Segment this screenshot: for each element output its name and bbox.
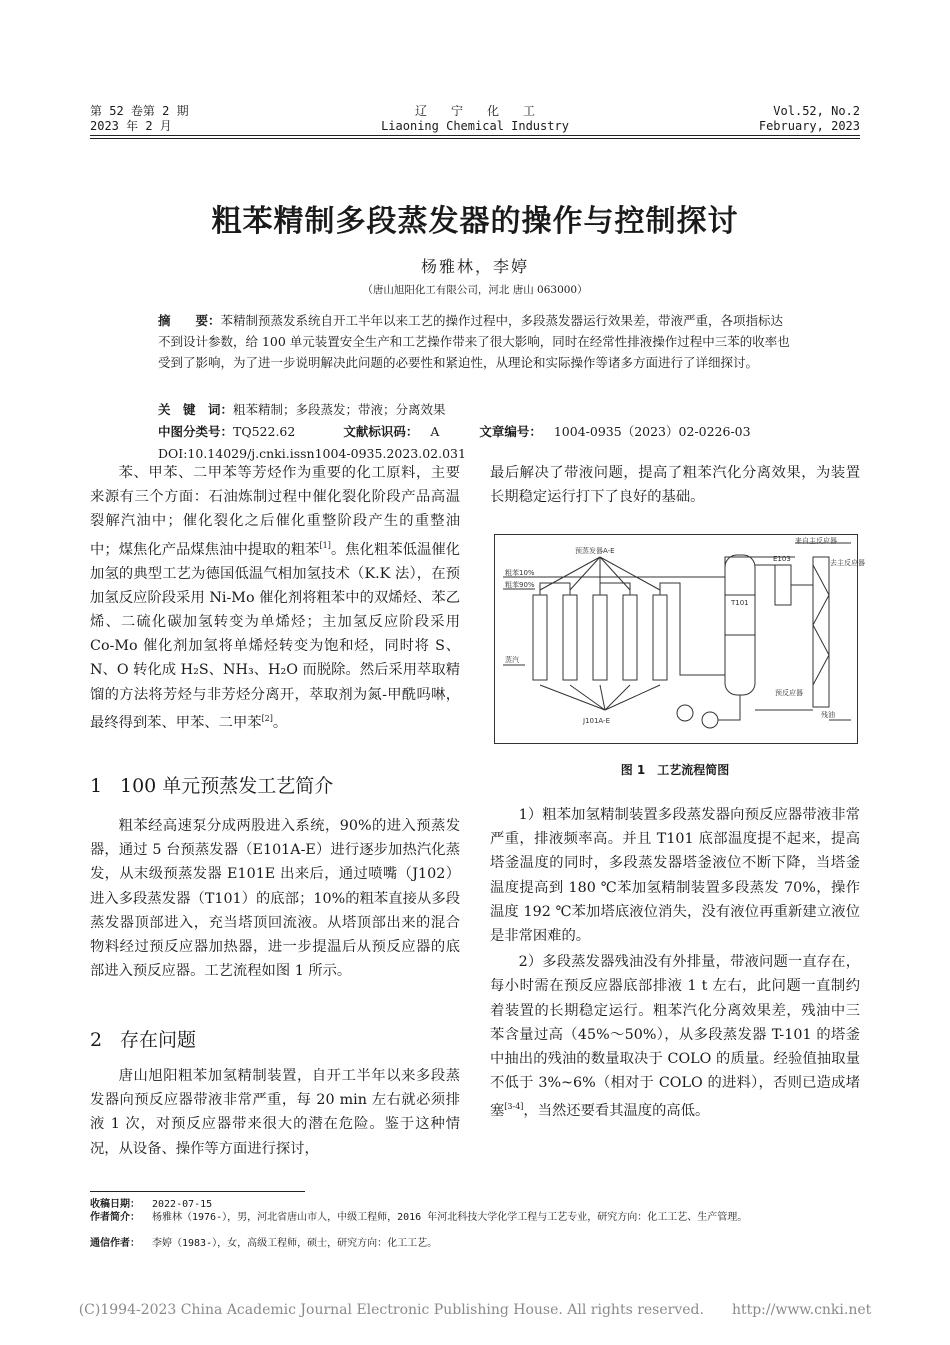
footnote-corresponding — [90, 1237, 880, 1250]
header-rule-2 — [90, 138, 860, 139]
figure-caption: 图 1 工艺流程简图 — [620, 763, 730, 777]
header-left — [90, 104, 189, 134]
intro-text-end: 。 — [272, 714, 288, 731]
label-t101: T101 — [731, 599, 749, 607]
date-cn: 2023 年 2 月 — [90, 119, 172, 133]
author-bio: 杨雅林（1976-），男，河北省唐山市人，中级工程师，2016 年河北科技大学化学工程与工艺专业，研究方向：化工工艺、生产管理。 — [152, 1212, 748, 1223]
intro-text-b: 。焦化粗苯低温催化加氢的典型工艺为德国低温气相加氢技术（K.K 法），在预加氢反应阶段采用 Ni-Mo 催化剂将粗苯中的双烯烃、苯乙烯、二硫化碳加氢转变为单烯烃；主加氢反应阶段采用 Co-Mo 催化剂加氢将单烯烃转变为饱和烃，同时将 S、N、O 转化成 H₂S、NH₃、H₂O 而脱除。然后采用萃取精馏的方法将芳烃与非芳烃分离开，萃取剂为氮-甲酰吗啉，最终得到苯、甲苯、二甲苯 — [90, 541, 461, 731]
right-paragraph-2-end: ，当然还要看其温度的高低。 — [523, 1103, 710, 1120]
section-2-title: 存在问题 — [120, 1029, 197, 1051]
label-pre-reactor: 预反应器 — [775, 689, 803, 697]
authors: 杨雅林，李婷 — [420, 257, 529, 276]
right-column-body — [490, 803, 860, 1123]
volume-cn: 第 52 卷第 2 期 — [90, 104, 189, 118]
section-1-body — [90, 814, 460, 983]
right-column-top — [490, 461, 860, 509]
section-1-text: 粗苯经高速泵分成两股进入系统，90%的进入预蒸发器，通过 5 台预蒸发器（E101A-E）进行逐步加热汽化蒸发，从末级预蒸发器 E101E 出来后，通过喷嘴（J102）进入多段蒸发器（T101）的底部；10%的粗苯直接从多段蒸发器顶部进入，充当塔顶回流液。从塔顶部出来的混合物料经过预反应器加热器，进一步提温后从预反应器的底部进入预反应器。工艺流程如图 1 所示。 — [90, 818, 460, 980]
doc-code-label: 文献标识码： — [343, 424, 419, 439]
journal-name-en: Liaoning Chemical Industry — [381, 119, 569, 133]
process-flow-diagram — [495, 535, 865, 743]
right-paragraph-1: 1）粗苯加氢精制装置多段蒸发器向预反应器带液非常严重，排液频率高。并且 T101 底部温度提不起来，提高塔釜温度的同时，多段蒸发器塔釜液位不断下降，当塔釜温度提高到 180 ℃苯加氢精制装置多段蒸发 70%，操作温度 192 ℃苯加塔底液位消失，没有液位再重新建立液位是非常困难的。 — [490, 807, 860, 945]
section-1-title: 100 单元预蒸发工艺简介 — [120, 775, 334, 797]
section-1-number: 1 — [90, 775, 103, 797]
intro-text-a: 苯、甲苯、二甲苯等芳烃作为重要的化工原料，主要来源有三个方面：石油炼制过程中催化裂化阶段产品高温裂解汽油中；催化裂化之后催化重整阶段产生的重整油中；煤焦化产品煤焦油中提取的粗苯 — [90, 465, 460, 558]
ref-3-4[interactable]: [3-4] — [504, 1102, 524, 1112]
corresponding-label: 通信作者： — [90, 1238, 140, 1249]
keywords — [158, 399, 794, 420]
left-column — [90, 461, 460, 735]
label-residue: 残油 — [821, 711, 835, 719]
doi: DOI:10.14029/j.cnki.issn1004-0935.2023.02.031 — [158, 446, 466, 461]
label-benzene90: 粗苯90% — [505, 581, 535, 589]
article-no-label: 文章编号： — [479, 424, 542, 439]
date-en: February, 2023 — [758, 119, 860, 133]
right-continuation: 最后解决了带液问题，提高了粗苯汽化分离效果，为装置长期稳定运行打下了良好的基础。 — [490, 465, 860, 506]
footnote-received — [90, 1198, 880, 1211]
section-2-number: 2 — [90, 1029, 103, 1051]
header-right — [640, 104, 860, 134]
label-preevap: 预蒸发器A-E — [575, 547, 615, 555]
footnote-author — [90, 1211, 880, 1224]
keywords-label: 关 键 词： — [158, 402, 234, 417]
author-bio-label: 作者简介： — [90, 1212, 140, 1223]
abstract-label: 摘 要： — [158, 313, 221, 328]
process-flow-figure — [494, 534, 865, 744]
intro-paragraph — [90, 461, 460, 735]
clc-value: TQ522.62 — [233, 424, 296, 439]
volume-en: Vol.52, No.2 — [773, 104, 860, 118]
header-rule — [90, 135, 860, 136]
footnote-rule — [90, 1191, 305, 1192]
keywords-text: 粗苯精制；多段蒸发；带液；分离效果 — [233, 402, 446, 417]
label-j101: J101A-E — [583, 717, 611, 725]
section-2-text: 唐山旭阳粗苯加氢精制装置，自开工半年以来多段蒸发器向预反应器带液非常严重，每 20 min 左右就必须排液 1 次，对预反应器带来很大的潜在危险。鉴于这种情况，从设备、操作等方面进行探讨， — [90, 1068, 460, 1157]
article-title: 粗苯精制多段蒸发器的操作与控制探讨 — [211, 204, 739, 239]
section-2-heading — [90, 1028, 196, 1052]
clc-label: 中图分类号： — [158, 424, 234, 439]
abstract-text: 苯精制预蒸发系统自开工半年以来工艺的操作过程中，多段蒸发器运行效果差，带液严重，各项指标达不到设计参数，给 100 单元装置安全生产和工艺操作带来了很大影响，同时在经常性排液操作过程中三苯的收率也受到了影响，为了进一步说明解决此问题的必要性和紧迫性，从理论和实际操作等诸多方面进行了详细探讨。 — [158, 313, 790, 370]
doc-code-value: A — [430, 424, 440, 439]
journal-name-cn: 辽 宁 化 工 — [414, 104, 535, 118]
received-label: 收稿日期： — [90, 1199, 140, 1210]
header-center — [300, 104, 650, 134]
label-e103: E103 — [773, 555, 791, 563]
right-paragraph-2 — [490, 950, 860, 1123]
received-date: 2022-07-15 — [152, 1199, 213, 1210]
article-no-value: 1004-0935（2023）02-0226-03 — [553, 424, 751, 439]
abstract — [158, 310, 794, 373]
section-1-heading — [90, 774, 333, 798]
affiliation: （唐山旭阳化工有限公司，河北 唐山 063000） — [362, 284, 588, 296]
label-steam: 蒸汽 — [505, 656, 519, 664]
copyright-notice: (C)1994-2023 China Academic Journal Electronic Publishing House. All rights reserved. http://www.cnki.net — [78, 1302, 872, 1318]
section-2-body — [90, 1064, 460, 1161]
ref-2[interactable]: [2] — [261, 713, 273, 723]
label-from-main: 来自主反应器 — [795, 537, 837, 545]
classification — [158, 421, 794, 442]
right-paragraph-2-text: 2）多段蒸发器残油没有外排量，带液问题一直存在，每小时需在预反应器底部排液 1 t 左右，此问题一直制约着装置的长期稳定运行。粗苯汽化分离效果差，残油中三苯含量过高（45%～50%），从多段蒸发器 T-101 的塔釜中抽出的残油的数量取决于 COLO 的质量。经验值抽取量不低于 3%~6%（相对于 COLO 的进料），否则已造成堵塞 — [490, 954, 860, 1120]
corresponding-author: 李婷（1983-），女，高级工程师，硕士，研究方向：化工工艺。 — [152, 1238, 438, 1249]
label-to-main: 去主反应器 — [830, 559, 865, 567]
label-benzene10: 粗苯10% — [505, 569, 535, 577]
ref-1[interactable]: [1] — [319, 540, 331, 550]
